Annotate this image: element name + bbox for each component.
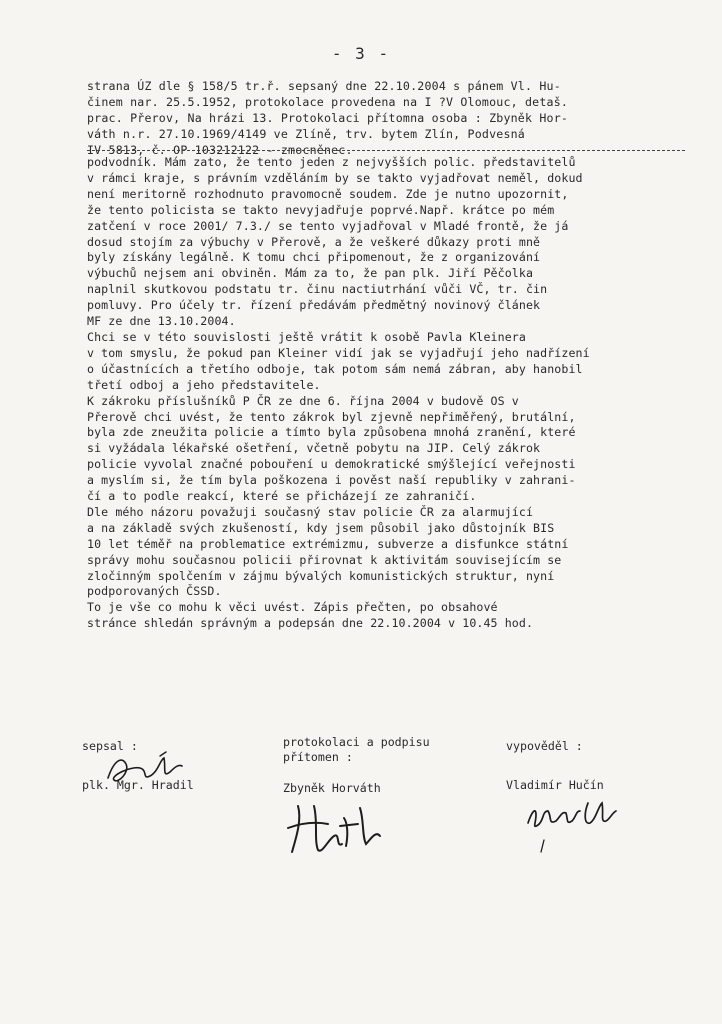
page-number: - 3 - (331, 44, 391, 63)
handwritten-signature-right (518, 793, 628, 841)
signature-block-right (506, 739, 604, 793)
body-line: a na základě svých zkušeností, kdy jsem působil jako důstojník BIS (87, 520, 555, 535)
body-line: zatčení v roce 2001/ 7.3./ se tento vyjadřoval v Mladé frontě, že já (87, 218, 569, 233)
header-block (87, 78, 687, 158)
right-signer-label: vypověděl : (506, 739, 583, 753)
body-line: Dle mého názoru považuji současný stav policie ČR za alarmující (87, 504, 534, 519)
body-line: v rámci kraje, s právním vzděláním by se takto vyjadřovat neměl, dokud (87, 170, 583, 185)
body-line: a myslím si, že tím byla poškozena i pověst naší republiky v zahrani- (87, 473, 576, 488)
middle-signer-label-2: přítomen : (283, 750, 353, 764)
body-line: zločinným spolčením v zájmu bývalých komunistických struktur, nyní (87, 568, 555, 583)
dashed-separator (87, 150, 685, 151)
body-line: 10 let téměř na problematice extrémizmu, subverze a disfunkce státní (87, 536, 569, 551)
body-line: třetí odboj a jeho představitele. (87, 377, 321, 392)
middle-signer-label: protokolaci a podpisu (283, 735, 430, 749)
body-line: o účastnících a třetího odboje, tak potom sám nemá zábran, aby hanobil (87, 361, 583, 376)
body-line: pomluvy. Pro účely tr. řízení předávám předmětný novinový článek (87, 298, 541, 313)
body-line: To je vše co mohu k věci uvést. Zápis přečten, po obsahové (87, 600, 498, 615)
middle-signer-name: Zbyněk Horváth (283, 781, 381, 795)
body-line: Přerově chci uvést, že tento zákrok byl zjevně nepřiměřený, brutální, (87, 409, 576, 424)
body-line: dosud stojím za výbuchy v Přerově, a že veškeré důkazy proti mně (87, 234, 541, 249)
header-line: váth n.r. 27.10.1969/4149 ve Zlíně, trv. bytem Zlín, Podvesná (87, 127, 525, 141)
body-line: policie vyvolal značné pobouření u demokratické smýšlející veřejnosti (87, 457, 576, 472)
right-signer-name: Vladimír Hučín (506, 778, 604, 792)
body-line: v tom smyslu, že pokud pan Kleiner vidí jak se vyjadřují jeho nadřízení (87, 345, 590, 360)
left-signer-label: sepsal : (82, 739, 138, 753)
handwritten-signature-middle (284, 800, 394, 860)
body-line: K zákroku příslušníků P ČR ze dne 6. října 2004 v budově OS v (87, 393, 519, 408)
header-line: prac. Přerov, Na hrázi 13. Protokolaci přítomna osoba : Zbyněk Hor- (87, 111, 569, 125)
header-line: činem nar. 25.5.1952, protokolace provedena na I ?V Olomouc, detaš. (87, 95, 569, 109)
left-signer-name: plk. Mgr. Hradil (82, 778, 194, 792)
body-line: MF ze dne 13.10.2004. (87, 314, 236, 329)
handwritten-signature-left (100, 750, 190, 790)
body-line: podvodník. Mám zato, že tento jeden z nejvyšších polic. představitelů (87, 155, 576, 169)
header-line: strana ÚZ dle § 158/5 tr.ř. sepsaný dne 22.10.2004 s pánem Vl. Hu- (87, 79, 561, 93)
body-line: byly získány legálně. K tomu chci připomenout, že z organizování (87, 250, 541, 265)
body-line: není meritorně rozhodnuto pravomocně soudem. Zde je nutno upozornit, (87, 186, 569, 201)
body-line: výbuchů nejsem ani obviněn. Mám za to, že pan plk. Jiří Pěčolka (87, 266, 534, 281)
body-line: Chci se v této souvislosti ještě vrátit k osobě Pavla Kleinera (87, 329, 526, 344)
pen-stroke-mark (538, 838, 548, 854)
body-line: stránce shledán správným a podepsán dne 22.10.2004 v 10.45 hod. (87, 616, 534, 631)
body-line: správy mohu současnou policii přirovnat k aktivitám souvisejícím se (87, 552, 562, 567)
body-line: si vyžádala lékařské ošetření, včetně pobytu na JIP. Celý zákrok (87, 441, 541, 456)
body-line: byla zde zneužita policie a tímto byla způsobena mnohá zranění, které (87, 425, 576, 440)
body-line: čí a to podle reakcí, které se přicházejí ze zahraničí. (87, 489, 477, 504)
signature-block-middle (283, 735, 430, 796)
header-line: IV 5813, č. OP 103212122 - zmocněnec. (87, 143, 353, 157)
body-line: naplnil skutkovou podstatu tr. činu nactiutrhání vůči VČ, tr. čin (87, 282, 548, 297)
body-line: že tento policista se takto nevyjadřuje poprvé.Např. krátce po mém (87, 202, 555, 217)
body-text (87, 155, 687, 632)
body-line: podporovaných ČSSD. (87, 584, 222, 599)
